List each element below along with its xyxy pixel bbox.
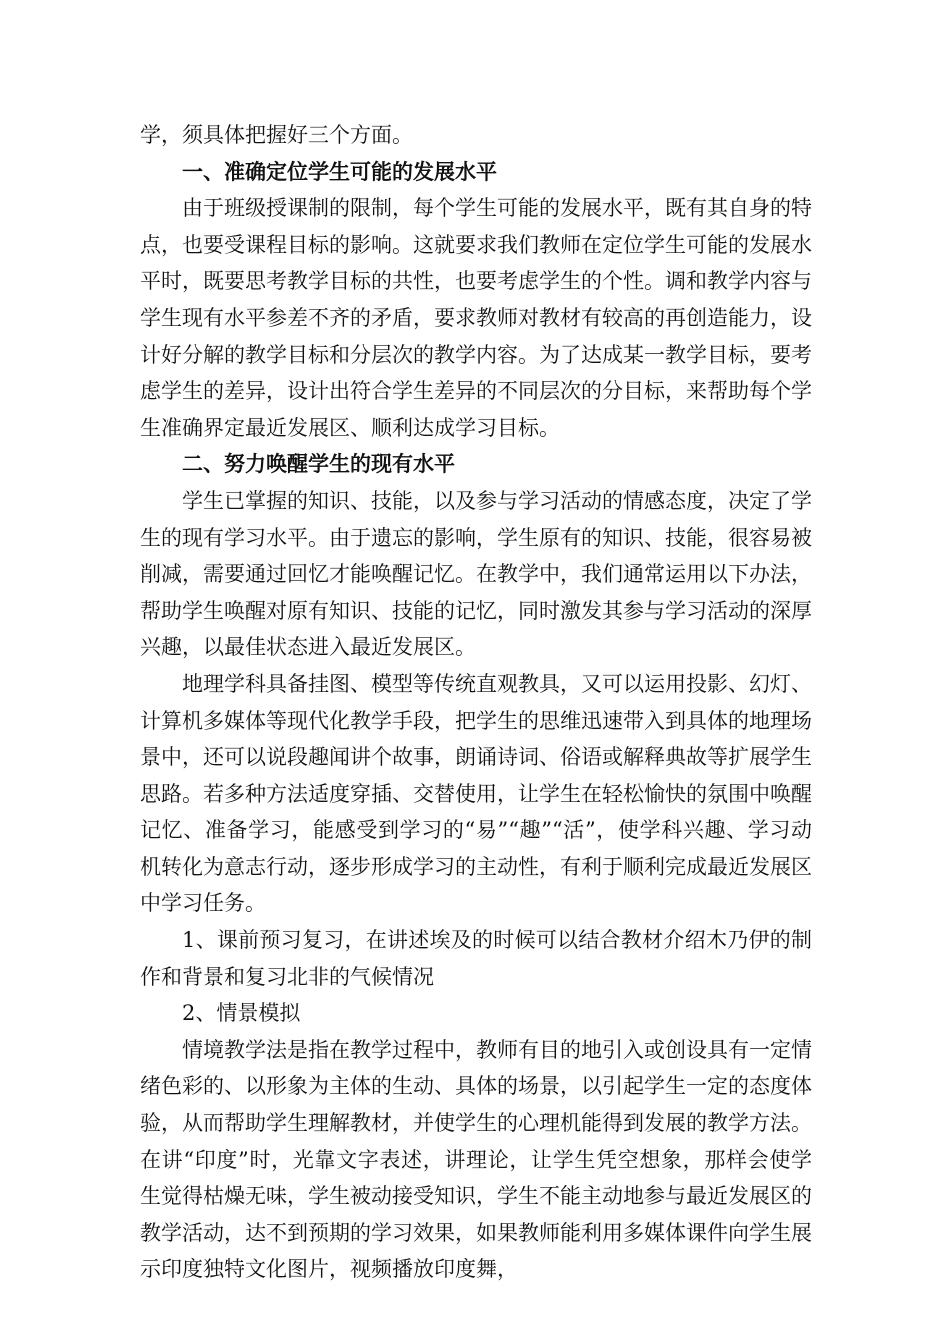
paragraph-intro-tail: 学，须具体把握好三个方面。 xyxy=(140,123,413,147)
paragraph-situational-teaching: 情境教学法是指在教学过程中，教师有目的地引入或创设具有一定情绪色彩的、以形象为主体的生动、具体的场景，以引起学生一定的态度体验，从而帮助学生理解教材，并使学生的心理机能得到发展的教学方法。在讲“印度”时，光靠文字表述，讲理论，让学生凭空想象，那样会使学生觉得枯燥无味，学生被动接受知识，学生不能主动地参与最近发展区的教学活动，达不到预期的学习效果，如果教师能利用多媒体课件向学生展示印度独特文化图片，视频播放印度舞， xyxy=(140,1037,812,1282)
list-item-1: 1、课前预习复习，在讲述埃及的时候可以结合教材介绍木乃伊的制作和背景和复习北非的气候情况 xyxy=(140,928,812,989)
section-heading-2: 二、努力唤醒学生的现有水平 xyxy=(182,452,455,477)
section-heading-1: 一、准确定位学生可能的发展水平 xyxy=(182,159,497,184)
list-item-2: 2、情景模拟 xyxy=(182,1001,301,1026)
paragraph-section-2-b: 地理学科具备挂图、模型等传统直观教具，又可以运用投影、幻灯、计算机多媒体等现代化教学手段，把学生的思维迅速带入到具体的地理场景中，还可以说段趣闻讲个故事，朗诵诗词、俗语或解释典故等扩展学生思路。若多种方法适度穿插、交替使用，让学生在轻松愉快的氛围中唤醒记忆、准备学习，能感受到学习的“易”“趣”“活”，使学科兴趣、学习动机转化为意志行动，逐步形成学习的主动性，有利于顺利完成最近发展区中学习任务。 xyxy=(140,671,812,916)
paragraph-section-1: 由于班级授课制的限制，每个学生可能的发展水平，既有其自身的特点，也要受课程目标的影响。这就要求我们教师在定位学生可能的发展水平时，既要思考教学目标的共性，也要考虑学生的个性。调和教学内容与学生现有水平参差不齐的矛盾，要求教师对教材有较高的再创造能力，设计好分解的教学目标和分层次的教学内容。为了达成某一教学目标，要考虑学生的差异，设计出符合学生差异的不同层次的分目标，来帮助每个学生准确界定最近发展区、顺利达成学习目标。 xyxy=(140,196,812,440)
document-page xyxy=(140,117,812,1288)
paragraph-section-2-a: 学生已掌握的知识、技能，以及参与学习活动的情感态度，决定了学生的现有学习水平。由于遗忘的影响，学生原有的知识、技能，很容易被削减，需要通过回忆才能唤醒记忆。在教学中，我们通常运用以下办法，帮助学生唤醒对原有知识、技能的记忆，同时激发其参与学习活动的深厚兴趣，以最佳状态进入最近发展区。 xyxy=(140,488,812,660)
